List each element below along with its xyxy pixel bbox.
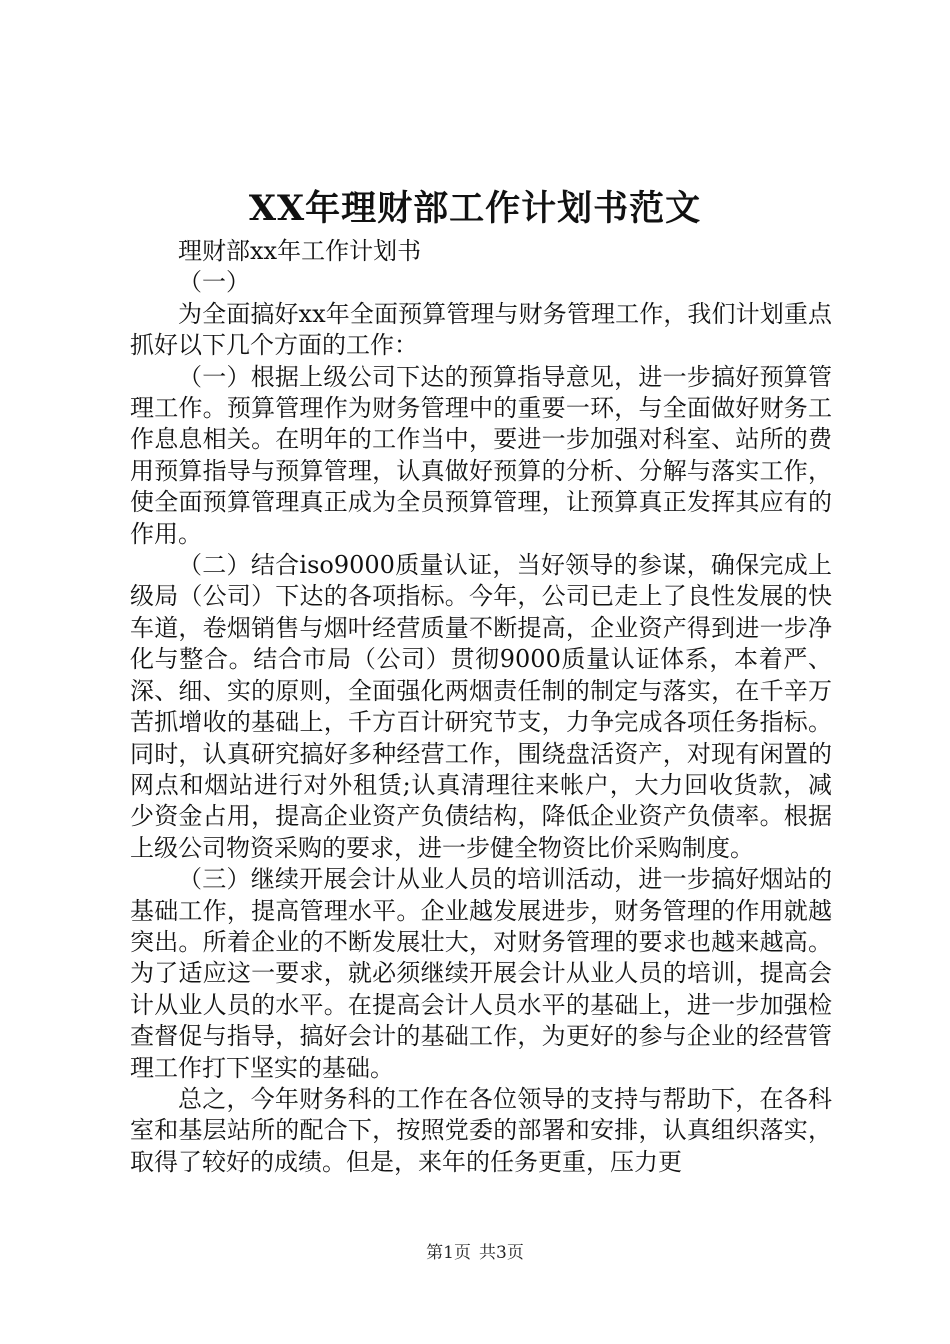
document-subtitle: 理财部xx年工作计划书 <box>178 237 422 265</box>
document-title: XX年理财部工作计划书范文 <box>248 188 702 229</box>
paragraph-iso9000: （二）结合iso9000质量认证，当好领导的参谋，确保完成上级局（公司）下达的各项指标。今年，公司已走上了良性发展的快车道，卷烟销售与烟叶经营质量不断提高，企业资产得到进一步净化与整合。结合市局（公司）贯彻9000质量认证体系，本着严、深、细、实的原则，全面强化两烟责任制的制定与落实，在千辛万苦抓增收的基础上，千方百计研究节支，力争完成各项任务指标。同时，认真研究搞好多种经营工作，围绕盘活资产，对现有闲置的网点和烟站进行对外租赁;认真清理往来帐户，大力回收货款，减少资金占用，提高企业资产负债结构，降低企业资产负债率。根据上级公司物资采购的要求，进一步健全物资比价采购制度。 <box>130 551 832 862</box>
page-count: 共3页 <box>479 1243 524 1263</box>
page-footer <box>0 1240 950 1266</box>
paragraph-summary: 总之，今年财务科的工作在各位领导的支持与帮助下，在各科室和基层站所的配合下，按照党委的部署和安排，认真组织落实，取得了较好的成绩。但是，来年的任务更重，压力更 <box>130 1084 832 1176</box>
paragraph-training: （三）继续开展会计从业人员的培训活动，进一步搞好烟站的基础工作，提高管理水平。企业越发展进步，财务管理的作用就越突出。所着企业的不断发展壮大，对财务管理的要求也越来越高。为了适应这一要求，就必须继续开展会计从业人员的培训，提高会计从业人员的水平。在提高会计人员水平的基础上，进一步加强检查督促与指导，搞好会计的基础工作，为更好的参与企业的经营管理工作打下坚实的基础。 <box>130 865 832 1082</box>
section-mark: （一） <box>178 268 250 297</box>
page-number: 第1页 <box>426 1243 471 1263</box>
document-body <box>130 236 832 1178</box>
paragraph-intro: 为全面搞好xx年全面预算管理与财务管理工作，我们计划重点抓好以下几个方面的工作： <box>130 299 832 360</box>
paragraph-budget: （一）根据上级公司下达的预算指导意见，进一步搞好预算管理工作。预算管理作为财务管理中的重要一环，与全面做好财务工作息息相关。在明年的工作当中，要进一步加强对科室、站所的费用预算指导与预算管理，认真做好预算的分析、分解与落实工作，使全面预算管理真正成为全员预算管理，让预算真正发挥其应有的作用。 <box>130 362 832 548</box>
